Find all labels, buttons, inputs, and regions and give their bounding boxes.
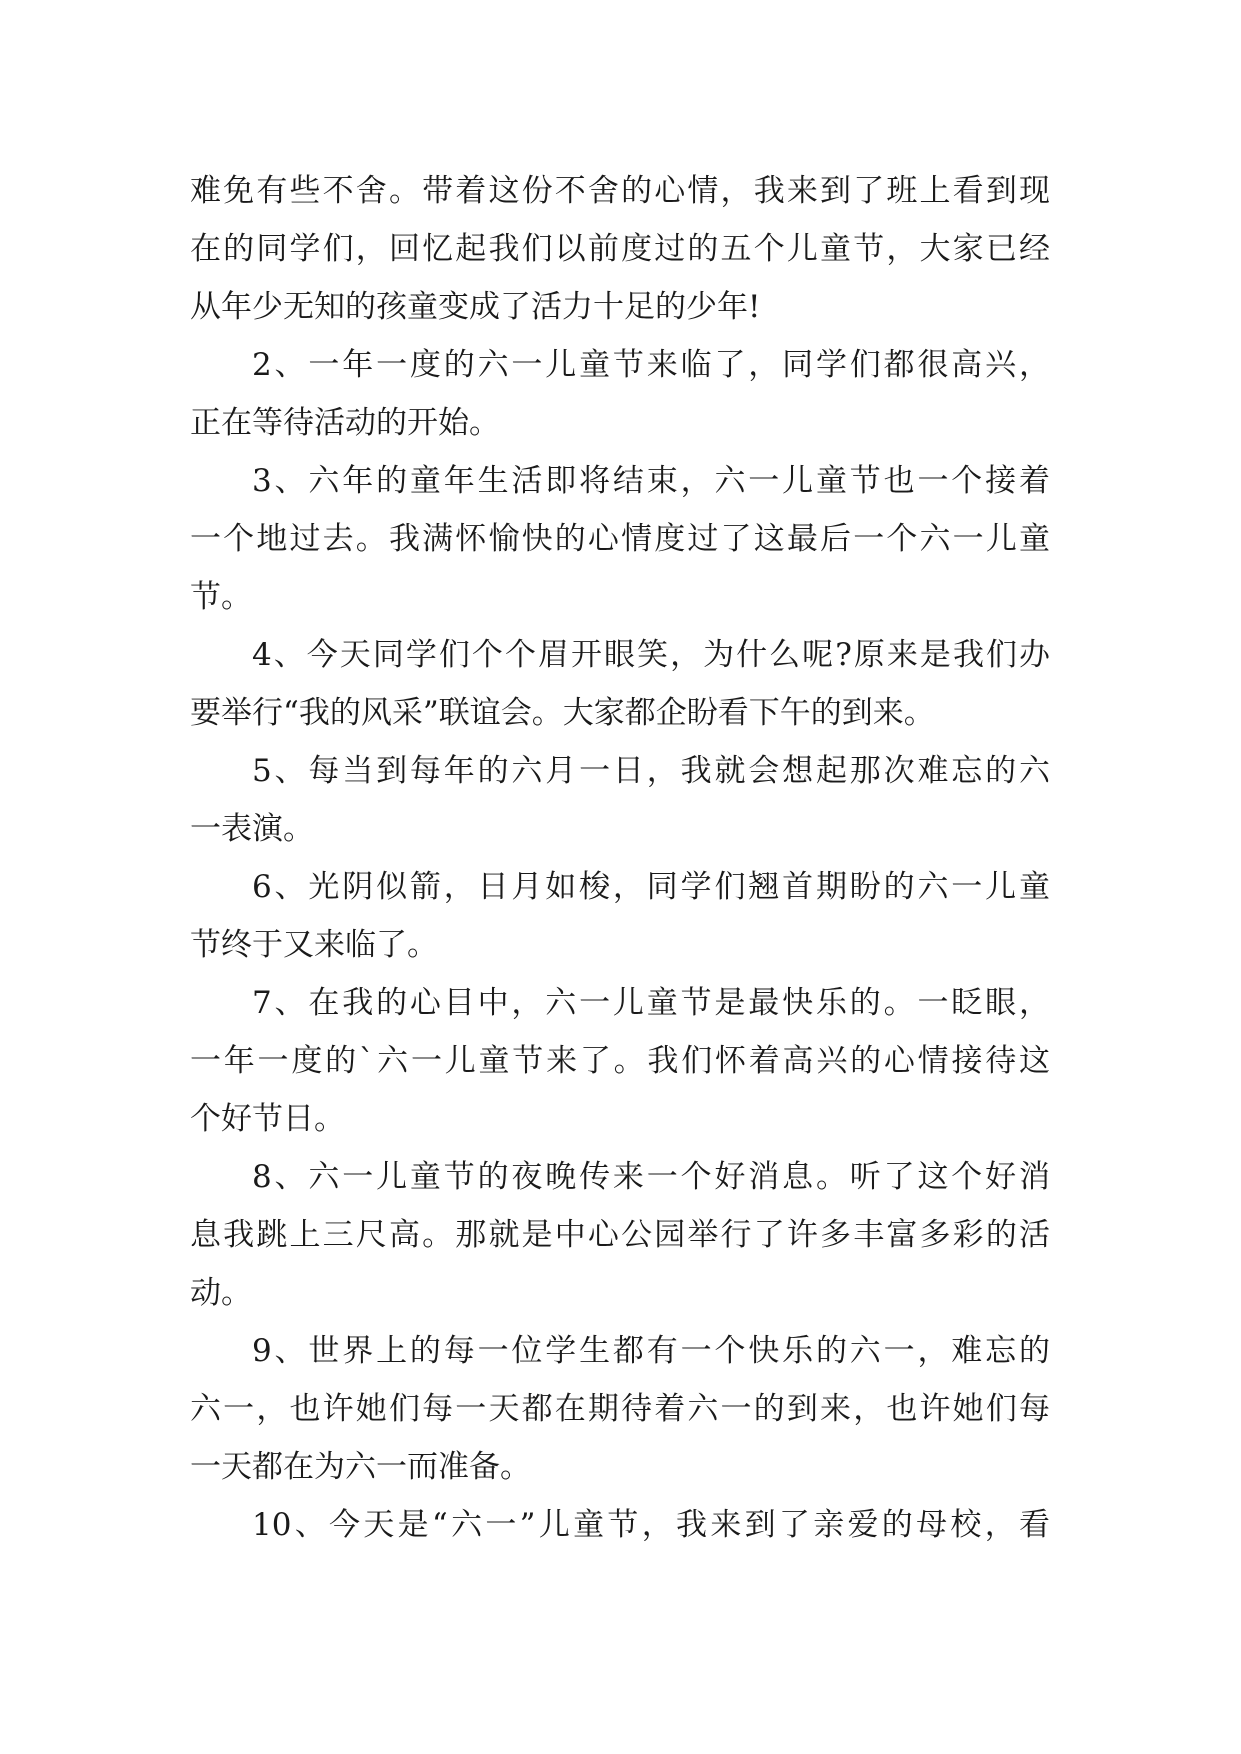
paragraph <box>190 1496 1050 1554</box>
text-line: 10、今天是“六一”儿童节，我来到了亲爱的母校，看 <box>252 1507 1050 1543</box>
text-line: 7、在我的心目中，六一儿童节是最快乐的。一眨眼， <box>252 985 1050 1021</box>
text-line: 在的同学们，回忆起我们以前度过的五个儿童节，大家已经 <box>190 231 1050 267</box>
text-line: 2、一年一度的六一儿童节来临了，同学们都很高兴， <box>252 347 1050 383</box>
paragraph <box>190 974 1050 1148</box>
text-line: 节。 <box>190 579 252 615</box>
text-line: 3、六年的童年生活即将结束，六一儿童节也一个接着 <box>252 463 1050 499</box>
text-line: 正在等待活动的开始。 <box>190 405 500 441</box>
paragraph <box>190 1148 1050 1322</box>
paragraph <box>190 626 1050 742</box>
text-line: 8、六一儿童节的夜晚传来一个好消息。听了这个好消 <box>252 1159 1050 1195</box>
text-line: 要举行“我的风采”联谊会。大家都企盼看下午的到来。 <box>190 695 935 731</box>
text-line: 动。 <box>190 1275 252 1311</box>
paragraph <box>190 452 1050 626</box>
text-line: 个好节日。 <box>190 1101 345 1137</box>
text-line: 一个地过去。我满怀愉快的心情度过了这最后一个六一儿童 <box>190 521 1050 557</box>
text-line: 一年一度的`六一儿童节来了。我们怀着高兴的心情接待这 <box>190 1043 1050 1079</box>
text-line: 4、今天同学们个个眉开眼笑，为什么呢?原来是我们办 <box>252 637 1050 673</box>
text-line: 难免有些不舍。带着这份不舍的心情，我来到了班上看到现 <box>190 173 1050 209</box>
paragraph <box>190 162 1050 336</box>
paragraph <box>190 336 1050 452</box>
text-line: 六一，也许她们每一天都在期待着六一的到来，也许她们每 <box>190 1391 1050 1427</box>
text-line: 息我跳上三尺高。那就是中心公园举行了许多丰富多彩的活 <box>190 1217 1050 1253</box>
text-line: 节终于又来临了。 <box>190 927 438 963</box>
text-line: 5、每当到每年的六月一日，我就会想起那次难忘的六 <box>252 753 1050 789</box>
text-line: 6、光阴似箭，日月如梭，同学们翘首期盼的六一儿童 <box>252 869 1050 905</box>
text-line: 9、世界上的每一位学生都有一个快乐的六一，难忘的 <box>252 1333 1050 1369</box>
text-line: 一表演。 <box>190 811 314 847</box>
paragraph <box>190 742 1050 858</box>
text-line: 一天都在为六一而准备。 <box>190 1449 531 1485</box>
paragraph <box>190 858 1050 974</box>
text-line: 从年少无知的孩童变成了活力十足的少年! <box>190 289 761 325</box>
paragraph <box>190 1322 1050 1496</box>
document-body <box>190 162 1050 1554</box>
